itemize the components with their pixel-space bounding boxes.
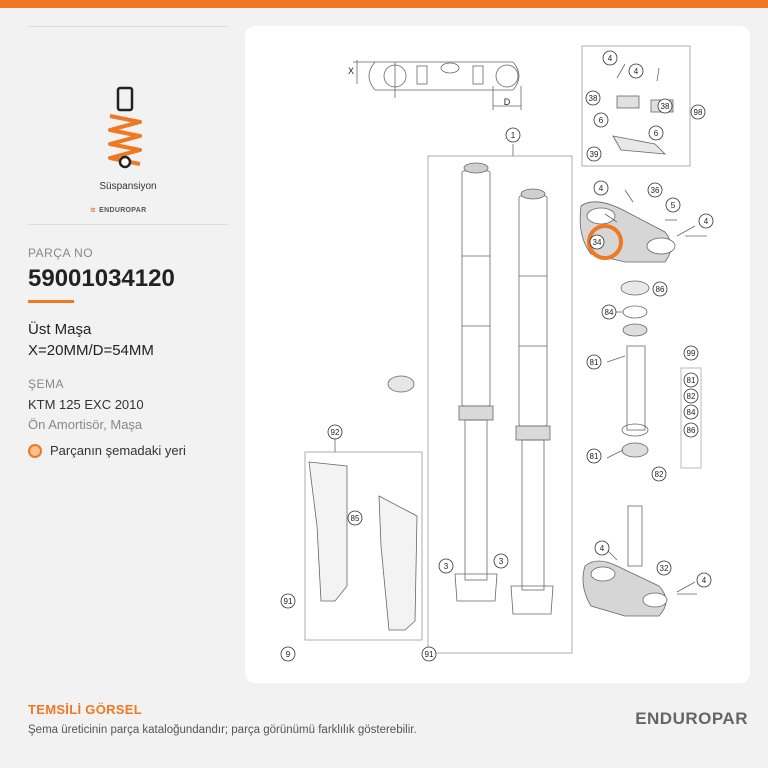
svg-text:86: 86 — [686, 426, 696, 435]
callout-86 — [684, 423, 698, 437]
svg-text:99: 99 — [686, 349, 696, 358]
svg-text:82: 82 — [686, 392, 696, 401]
svg-text:3: 3 — [498, 557, 504, 566]
part-number-label: PARÇA NO — [28, 246, 94, 260]
diagram-canvas — [245, 26, 750, 683]
callout-39 — [587, 147, 601, 161]
callout-1 — [506, 128, 520, 142]
callout-91 — [422, 647, 436, 661]
callout-99 — [684, 346, 698, 360]
callout-4 — [594, 181, 608, 195]
svg-text:81: 81 — [589, 358, 599, 367]
highlight-marker-icon — [28, 444, 42, 458]
brand-mini-logo: ≋ ENDUROPAR — [90, 207, 147, 214]
top-clamp-dimension-drawing — [353, 60, 521, 110]
part-name-line2: X=20MM/D=54MM — [28, 342, 154, 359]
callout-82 — [684, 389, 698, 403]
svg-text:39: 39 — [589, 150, 599, 159]
callout-3 — [494, 554, 508, 568]
callout-4 — [699, 214, 713, 228]
part-name-line1: Üst Maşa — [28, 321, 92, 338]
svg-text:4: 4 — [703, 217, 709, 226]
svg-text:92: 92 — [330, 428, 340, 437]
callout-4 — [603, 51, 617, 65]
part-number: 59001034120 — [28, 265, 175, 292]
svg-text:81: 81 — [589, 452, 599, 461]
footer-note: Şema üreticinin parça kataloğundandır; parça görünümü farklılık gösterebilir. — [28, 724, 417, 736]
callout-5 — [666, 198, 680, 212]
svg-text:98: 98 — [693, 108, 703, 117]
highlight-legend — [28, 443, 186, 458]
divider — [28, 26, 228, 27]
schema-model: KTM 125 EXC 2010 — [28, 397, 144, 412]
svg-text:38: 38 — [660, 102, 670, 111]
part-info-panel — [28, 26, 228, 496]
callout-4 — [697, 573, 711, 587]
callout-86 — [653, 282, 667, 296]
callout-34 — [590, 235, 604, 249]
svg-text:6: 6 — [653, 129, 659, 138]
svg-text:1: 1 — [510, 131, 516, 140]
callout-85 — [348, 511, 362, 525]
svg-text:4: 4 — [701, 576, 707, 585]
callout-9 — [281, 647, 295, 661]
schema-label: ŞEMA — [28, 377, 65, 391]
callout-92 — [328, 425, 342, 439]
callout-81 — [587, 449, 601, 463]
callout-4 — [629, 64, 643, 78]
dimension-x-label: X — [347, 66, 355, 76]
svg-text:91: 91 — [283, 597, 293, 606]
svg-text:81: 81 — [686, 376, 696, 385]
svg-text:84: 84 — [604, 308, 614, 317]
svg-text:4: 4 — [598, 184, 604, 193]
svg-text:36: 36 — [650, 186, 660, 195]
callout-32 — [657, 561, 671, 575]
upper-triple-clamp-part — [580, 202, 707, 262]
svg-text:84: 84 — [686, 408, 696, 417]
svg-text:34: 34 — [592, 238, 602, 247]
svg-text:6: 6 — [598, 116, 604, 125]
part-name — [28, 319, 154, 361]
callout-91 — [281, 594, 295, 608]
callout-82 — [652, 467, 666, 481]
svg-text:3: 3 — [443, 562, 449, 571]
svg-text:38: 38 — [588, 94, 598, 103]
fork-leg-left — [455, 163, 497, 601]
callout-81 — [587, 355, 601, 369]
footer-brand-logo: ENDUROPAR — [635, 709, 748, 728]
callout-98 — [691, 105, 705, 119]
svg-text:86: 86 — [655, 285, 665, 294]
svg-text:85: 85 — [350, 514, 360, 523]
callout-3 — [439, 559, 453, 573]
legend-text: Parçanın şemadaki yeri — [50, 443, 186, 458]
callout-4 — [595, 541, 609, 555]
top-accent-bar — [0, 0, 768, 8]
svg-text:5: 5 — [670, 201, 676, 210]
footer-title: TEMSİLİ GÖRSEL — [28, 702, 142, 717]
exploded-parts-diagram — [245, 26, 750, 683]
category-name: Süspansiyon — [99, 181, 157, 192]
svg-text:91: 91 — [424, 650, 434, 659]
lower-triple-clamp — [583, 506, 697, 616]
svg-text:82: 82 — [654, 470, 664, 479]
callout-6 — [594, 113, 608, 127]
callout-38 — [586, 91, 600, 105]
svg-text:9: 9 — [285, 650, 291, 659]
schema-section: Ön Amortisör, Maşa — [28, 417, 143, 432]
divider — [28, 224, 228, 225]
dimension-d-label: D — [503, 97, 511, 107]
callout-84 — [602, 305, 616, 319]
brand-mark-icon: ≋ — [90, 207, 97, 214]
callout-84 — [684, 405, 698, 419]
callout-36 — [648, 183, 662, 197]
callout-81 — [684, 373, 698, 387]
fork-leg-right — [511, 189, 553, 614]
accent-underline — [28, 300, 74, 303]
svg-text:32: 32 — [659, 564, 669, 573]
svg-text:4: 4 — [607, 54, 613, 63]
callout-38 — [658, 99, 672, 113]
svg-text:4: 4 — [599, 544, 605, 553]
callout-6 — [649, 126, 663, 140]
shock-absorber-icon — [100, 86, 156, 170]
svg-text:4: 4 — [633, 67, 639, 76]
